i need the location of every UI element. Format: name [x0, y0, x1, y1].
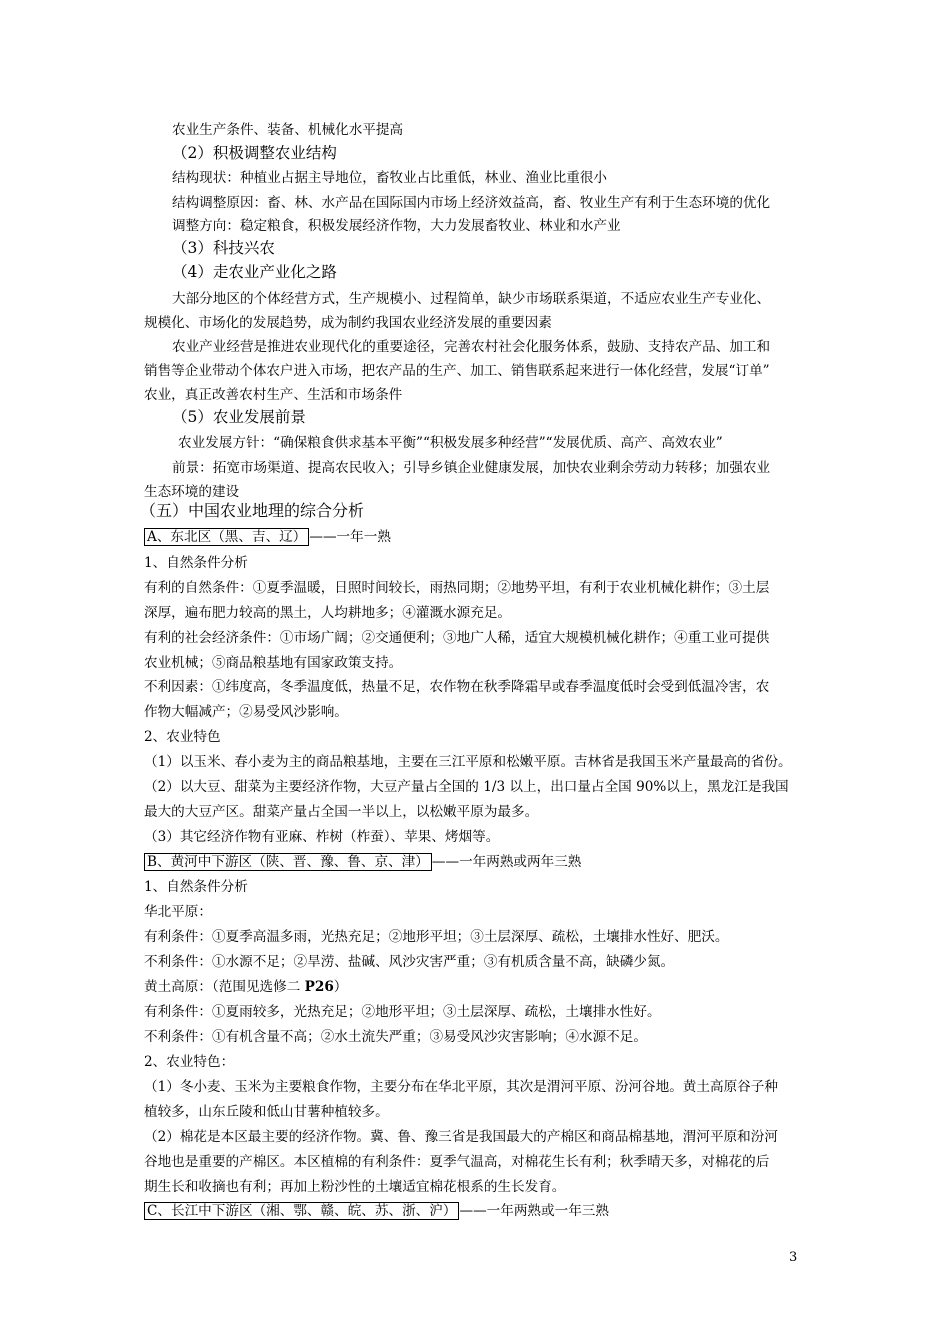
text-line: 不利条件：①有机含量不高；②水土流失严重；③易受风沙灾害影响；④水源不足。	[144, 1029, 647, 1045]
text-line: （2）以大豆、甜菜为主要经济作物，大豆产量占全国的 1/3 以上，出口量占全国 90%以上，黑龙江是我国	[144, 779, 789, 795]
text-line: 农业机械；⑤商品粮基地有国家政策支持。	[144, 655, 403, 671]
page-number: 3	[789, 1250, 798, 1265]
region-heading-c	[144, 1201, 609, 1221]
text-line: 有利的自然条件：①夏季温暖，日照时间较长，雨热同期；②地势平坦，有利于农业机械化耕作；③土层	[144, 580, 770, 596]
text-line: （1）冬小麦、玉米为主要粮食作物，主要分布在华北平原，其次是渭河平原、汾河谷地。黄土高原谷子种	[144, 1079, 778, 1095]
text-line: （3）其它经济作物有亚麻、柞树（柞蚕）、苹果、烤烟等。	[144, 829, 500, 845]
text-line: 规模化、市场化的发展趋势，成为制约我国农业经济发展的重要因素	[144, 315, 552, 331]
text-line: 植较多，山东丘陵和低山甘薯种植较多。	[144, 1104, 389, 1120]
region-crop-pattern: ——一年两熟或两年三熟	[431, 854, 582, 870]
text-line: 有利的社会经济条件：①市场广阔；②交通便利；③地广人稀，适宜大规模机械化耕作；④重工业可提供	[144, 630, 770, 646]
section-heading: （5）农业发展前景	[172, 408, 306, 426]
text-line: 2、农业特色：	[144, 1054, 235, 1070]
section-heading: （3）科技兴农	[172, 239, 275, 257]
text-line: 大部分地区的个体经营方式，生产规模小、过程简单，缺少市场联系渠道，不适应农业生产专业化、	[172, 291, 771, 307]
text-line: （1）以玉米、春小麦为主的商品粮基地，主要在三江平原和松嫩平原。吉林省是我国玉米产量最高的省份。	[144, 754, 792, 770]
text-line: 有利条件：①夏雨较多，光热充足；②地形平坦；③土层深厚、疏松，土壤排水性好。	[144, 1004, 661, 1020]
text-segment: 黄土高原：（范围见选修二	[144, 979, 305, 995]
region-crop-pattern: ——一年一熟	[309, 529, 391, 545]
region-heading-b	[144, 852, 581, 872]
text-line: 不利条件：①水源不足；②旱涝、盐碱、风沙灾害严重；③有机质含量不高，缺磷少氮。	[144, 954, 675, 970]
region-box-a: A、东北区（黑、吉、辽）	[144, 528, 309, 546]
text-line: 深厚，遍布肥力较高的黑土，人均耕地多；④灌溉水源充足。	[144, 605, 512, 621]
region-box-b: B、黄河中下游区（陕、晋、豫、鲁、京、津）	[144, 853, 432, 871]
text-line: 期生长和收摘也有利；再加上粉沙性的土壤适宜棉花根系的生长发育。	[144, 1179, 566, 1195]
text-line: 谷地也是重要的产棉区。本区植棉的有利条件：夏季气温高，对棉花生长有利；秋季晴天多，对棉花的后	[144, 1154, 770, 1170]
text-segment: ）	[333, 979, 348, 995]
region-box-c: C、长江中下游区（湘、鄂、赣、皖、苏、浙、沪）	[144, 1202, 459, 1220]
text-line: 结构调整原因：畜、林、水产品在国际国内市场上经济效益高，畜、牧业生产有利于生态环境的优化	[172, 195, 771, 211]
section-heading: （2）积极调整农业结构	[172, 144, 337, 162]
text-line: 有利条件：①夏季高温多雨，光热充足；②地形平坦；③土层深厚、疏松，土壤排水性好、肥沃。	[144, 929, 729, 945]
text-line: 1、自然条件分析	[144, 879, 248, 895]
text-line: 作物大幅减产；②易受风沙影响。	[144, 704, 348, 720]
text-line: （2）棉花是本区最主要的经济作物。冀、鲁、豫三省是我国最大的产棉区和商品棉基地，渭河平原和汾河	[144, 1129, 778, 1145]
text-line: 最大的大豆产区。甜菜产量占全国一半以上，以松嫩平原为最多。	[144, 804, 539, 820]
text-line: 2、农业特色	[144, 729, 221, 745]
page-reference: P26	[304, 979, 334, 995]
text-line: 生态环境的建设	[144, 484, 240, 500]
text-line: 前景：拓宽市场渠道、提高农民收入；引导乡镇企业健康发展，加快农业剩余劳动力转移；加强农业	[172, 460, 771, 476]
region-crop-pattern: ——一年两熟或一年三熟	[459, 1203, 609, 1219]
text-line: 调整方向：稳定粮食，积极发展经济作物，大力发展畜牧业、林业和水产业	[172, 218, 621, 234]
text-line: 华北平原：	[144, 904, 212, 920]
text-line	[144, 977, 347, 997]
text-line: 农业生产条件、装备、机械化水平提高	[172, 122, 404, 138]
chapter-heading: （五）中国农业地理的综合分析	[140, 501, 365, 520]
text-line: 农业发展方针：“确保粮食供求基本平衡”“积极发展多种经营”“发展优质、高产、高效农业”	[178, 435, 723, 451]
text-line: 1、自然条件分析	[144, 555, 248, 571]
region-heading-a	[144, 527, 391, 547]
text-line: 销售等企业带动个体农户进入市场，把农产品的生产、加工、销售联系起来进行一体化经营，发展“订单”	[144, 363, 770, 379]
text-line: 农业产业经营是推进农业现代化的重要途径，完善农村社会化服务体系，鼓励、支持农产品、加工和	[172, 339, 771, 355]
section-heading: （4）走农业产业化之路	[172, 263, 337, 281]
text-line: 不利因素：①纬度高，冬季温度低，热量不足，农作物在秋季降霜早或春季温度低时会受到低温冷害，农	[144, 679, 770, 695]
text-line: 农业，真正改善农村生产、生活和市场条件	[144, 387, 403, 403]
text-line: 结构现状：种植业占据主导地位，畜牧业占比重低，林业、渔业比重很小	[172, 170, 607, 186]
